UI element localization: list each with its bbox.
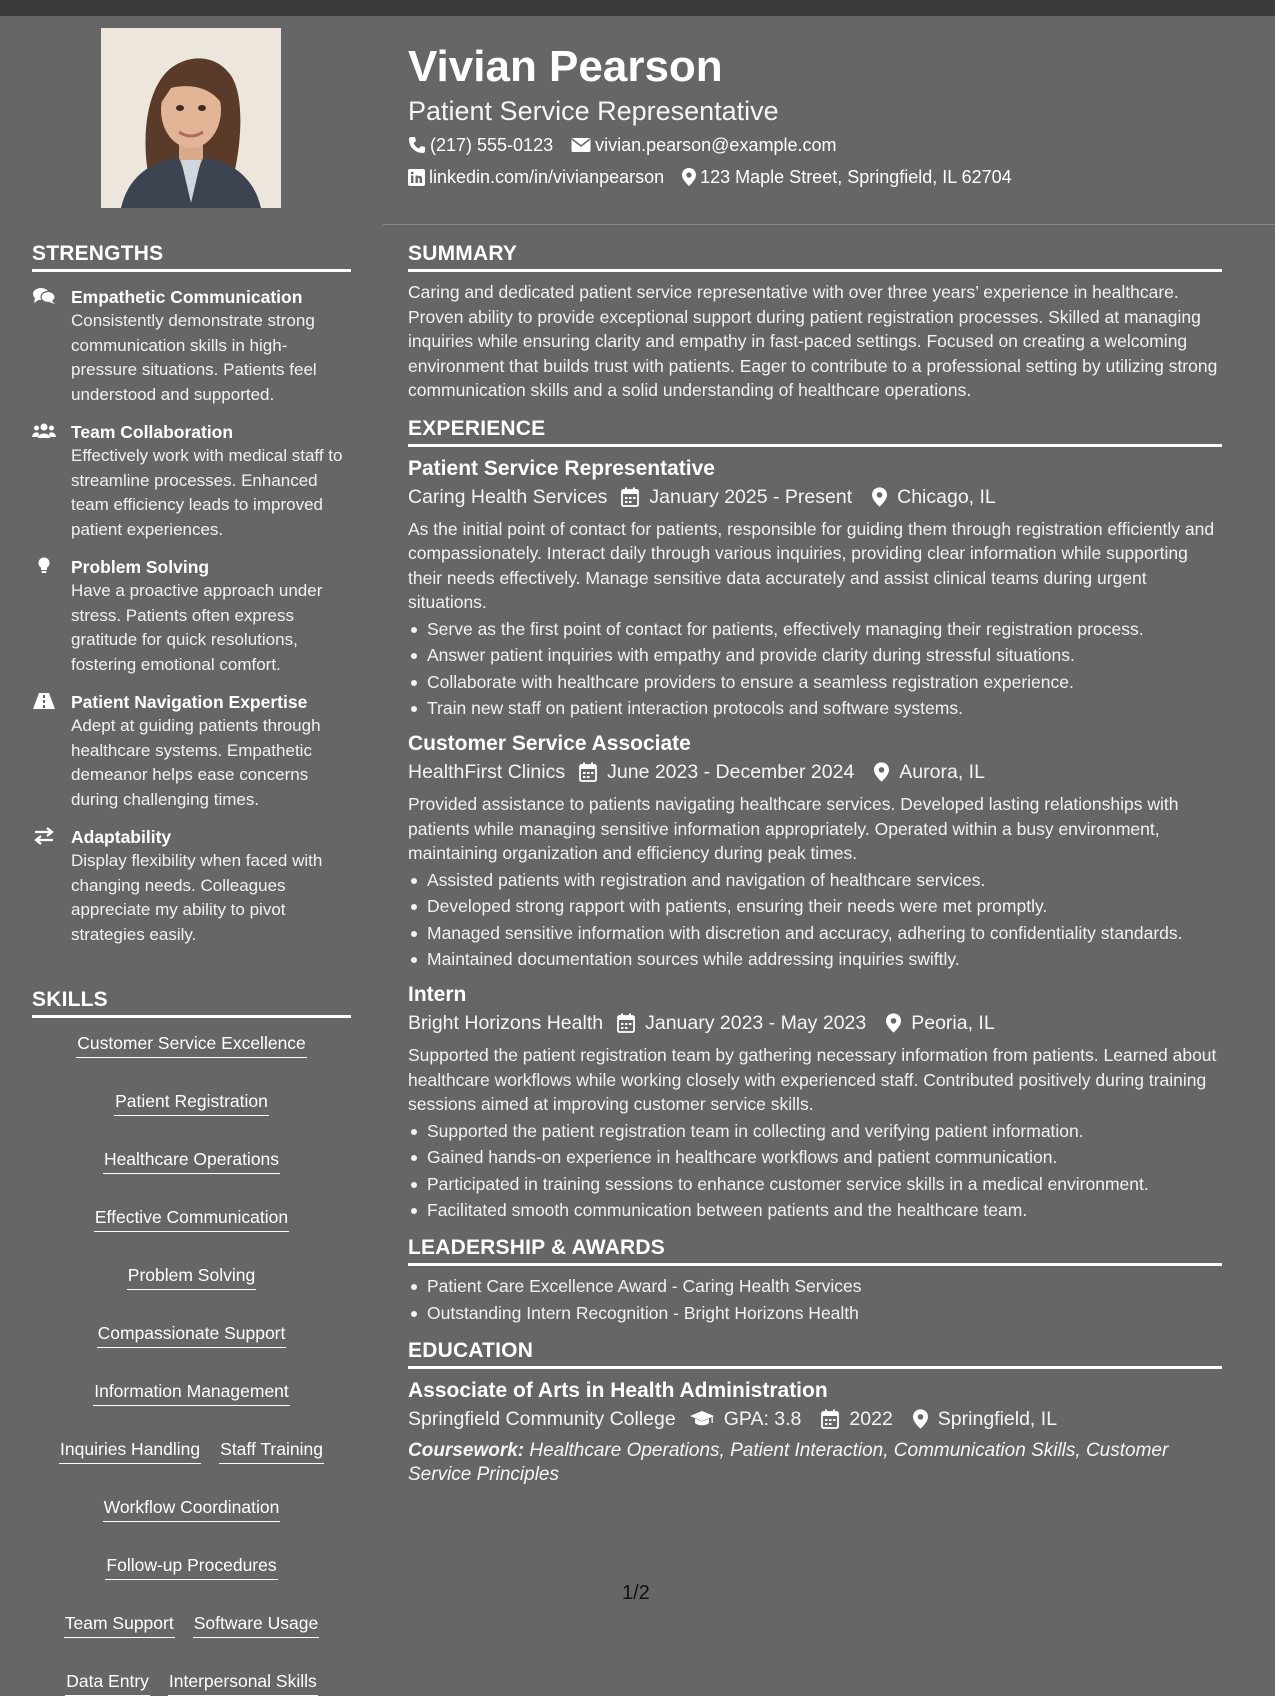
list-item: Managed sensitive information with discretion and accuracy, adhering to confidentiality standards.	[408, 921, 1222, 945]
strength-name: Patient Navigation Expertise	[71, 692, 308, 712]
job-meta	[408, 1009, 1222, 1037]
main-content	[408, 242, 1222, 1502]
strength-item	[32, 420, 351, 542]
skill-tag: Team Support	[64, 1612, 175, 1638]
coursework-list: Healthcare Operations, Patient Interaction, Communication Skills, Customer Service Principles	[408, 1439, 1169, 1485]
strength-name: Team Collaboration	[71, 422, 234, 442]
skill-tag: Inquiries Handling	[59, 1438, 201, 1464]
strength-description: Display flexibility when faced with changing needs. Colleagues appreciate my ability to pivot strategies easily.	[71, 851, 323, 944]
job-location: Chicago, IL	[897, 485, 996, 508]
map-marker-icon	[872, 487, 887, 507]
list-item: Maintained documentation sources while addressing inquiries swiftly.	[408, 947, 1222, 971]
exchange-icon	[32, 827, 56, 845]
skills-heading: SKILLS	[32, 988, 351, 1018]
graduation-year: 2022	[849, 1407, 893, 1430]
comments-icon	[32, 287, 56, 305]
summary-heading: SUMMARY	[408, 242, 1222, 272]
email-link[interactable]: vivian.pearson@example.com	[595, 135, 837, 155]
skills-list	[32, 1032, 351, 1696]
summary-section	[408, 242, 1222, 403]
strength-description: Adept at guiding patients through healthcare systems. Empathetic demeanor helps ease concerns during challenging times.	[71, 716, 321, 809]
gpa-text: GPA: 3.8	[723, 1407, 802, 1430]
strength-item	[32, 555, 351, 677]
calendar-icon	[821, 1409, 839, 1429]
job-bullets	[408, 1119, 1222, 1223]
strength-item	[32, 285, 351, 407]
job-bullets	[408, 868, 1222, 972]
skill-tag: Patient Registration	[114, 1090, 269, 1116]
main-column	[383, 16, 1275, 1650]
viewer-top-bar	[0, 0, 1275, 16]
linkedin-icon	[408, 169, 425, 186]
coursework	[408, 1439, 1222, 1488]
strengths-section	[32, 242, 351, 947]
calendar-icon	[617, 1013, 635, 1033]
skill-tag: Staff Training	[219, 1438, 324, 1464]
job-location: Aurora, IL	[899, 761, 985, 783]
company-name: Bright Horizons Health	[408, 1012, 604, 1034]
map-marker-icon	[874, 762, 889, 782]
coursework-label: Coursework:	[408, 1439, 525, 1461]
company-name: Caring Health Services	[408, 485, 608, 508]
strength-description: Have a proactive approach under stress. Patients often express gratitude for quick resolutions, fostering emotional comfort.	[71, 581, 323, 674]
strength-name: Adaptability	[71, 827, 172, 847]
job-description: As the initial point of contact for patients, responsible for guiding them through registration efficiently and compassionately. Interact daily through various inquiries, providing clear information while supporting their needs effectively. Manage sensitive data accurately and assist clinical teams during urgent situations.	[408, 518, 1215, 612]
skill-tag: Follow-up Procedures	[105, 1554, 277, 1580]
job-dates: January 2025 - Present	[649, 485, 853, 508]
summary-text: Caring and dedicated patient service representative with over three years’ experience in healthcare. Proven ability to provide exceptional support during patient registration processes. Skilled at managing inquiries while ensuring clarity and empathy in fast-paced settings. Focused on creating a welcoming environment that builds trust with patients. Eager to contribute to a professional setting by utilizing strong communication skills and a solid understanding of healthcare operations.	[408, 282, 1218, 400]
list-item: Collaborate with healthcare providers to ensure a seamless registration experience.	[408, 670, 1222, 694]
skill-tag: Compassionate Support	[97, 1322, 287, 1348]
contact-row	[408, 165, 1012, 189]
address-text: 123 Maple Street, Springfield, IL 62704	[700, 167, 1012, 187]
strength-description: Effectively work with medical staff to streamline processes. Enhanced team efficiency leads to improved patient experiences.	[71, 446, 343, 539]
job-dates: January 2023 - May 2023	[645, 1012, 867, 1034]
phone-icon	[408, 136, 426, 154]
profile-photo	[101, 28, 281, 208]
strength-name: Problem Solving	[71, 557, 210, 577]
job-title: Patient Service Representative	[408, 456, 715, 480]
education-heading: EDUCATION	[408, 1339, 1222, 1369]
awards-list	[408, 1274, 1222, 1325]
skill-tag: Data Entry	[65, 1670, 150, 1696]
contact-row	[408, 133, 836, 157]
calendar-icon	[621, 487, 639, 507]
skill-tag: Interpersonal Skills	[168, 1670, 318, 1696]
page-number: 1/2	[622, 1582, 650, 1604]
map-marker-icon	[886, 1013, 901, 1033]
strengths-heading: STRENGTHS	[32, 242, 351, 272]
list-item: Answer patient inquiries with empathy and provide clarity during stressful situations.	[408, 643, 1222, 667]
job-entry	[408, 730, 1222, 971]
leadership-section	[408, 1236, 1222, 1325]
map-marker-icon	[913, 1409, 928, 1429]
skills-section	[32, 988, 351, 1696]
job-meta	[408, 758, 1222, 786]
list-item: Patient Care Excellence Award - Caring Health Services	[408, 1274, 1222, 1298]
job-dates: June 2023 - December 2024	[607, 761, 855, 783]
education-section	[408, 1339, 1222, 1488]
skill-tag: Problem Solving	[127, 1264, 256, 1290]
linkedin-link[interactable]: linkedin.com/in/vivianpearson	[429, 167, 665, 187]
leadership-heading: LEADERSHIP & AWARDS	[408, 1236, 1222, 1266]
strength-name: Empathetic Communication	[71, 287, 303, 307]
header-divider	[383, 224, 1275, 225]
list-item: Participated in training sessions to enhance customer service skills in a medical environment.	[408, 1172, 1222, 1196]
map-marker-icon	[682, 168, 696, 186]
sidebar	[0, 16, 383, 1691]
strength-item	[32, 825, 351, 947]
skill-tag: Effective Communication	[94, 1206, 289, 1232]
strength-item	[32, 690, 351, 812]
school-name: Springfield Community College	[408, 1407, 676, 1430]
envelope-icon	[571, 137, 591, 153]
experience-heading: EXPERIENCE	[408, 417, 1222, 447]
job-entry	[408, 981, 1222, 1222]
job-description: Supported the patient registration team by gathering necessary information from patients. Learned about healthcare workflows while working closely with experienced staff. Contributed positively during training sessions aimed at improving customer service skills.	[408, 1045, 1217, 1114]
list-item: Gained hands-on experience in healthcare workflows and patient communication.	[408, 1145, 1222, 1169]
phone-number[interactable]: (217) 555-0123	[430, 135, 554, 155]
skill-tag: Healthcare Operations	[103, 1148, 280, 1174]
candidate-role: Patient Service Representative	[408, 96, 779, 126]
skill-tag: Software Usage	[193, 1612, 320, 1638]
degree-title: Associate of Arts in Health Administration	[408, 1378, 828, 1402]
job-description: Provided assistance to patients navigating healthcare services. Developed lasting relationships with patients while managing sensitive information appropriately. Operated within a busy environment, maintaining organization and efficiency during peak times.	[408, 794, 1179, 863]
list-item: Train new staff on patient interaction protocols and software systems.	[408, 696, 1222, 720]
experience-section	[408, 417, 1222, 1223]
skill-tag: Workflow Coordination	[103, 1496, 281, 1522]
list-item: Outstanding Intern Recognition - Bright Horizons Health	[408, 1301, 1222, 1325]
users-icon	[32, 422, 56, 440]
education-meta	[408, 1405, 1222, 1433]
job-bullets	[408, 617, 1222, 721]
calendar-icon	[579, 762, 597, 782]
job-meta	[408, 483, 1222, 511]
job-title: Customer Service Associate	[408, 732, 691, 755]
road-icon	[32, 692, 56, 710]
graduation-cap-icon	[690, 1410, 714, 1428]
list-item: Supported the patient registration team in collecting and verifying patient information.	[408, 1119, 1222, 1143]
candidate-name: Vivian Pearson	[408, 42, 723, 91]
lightbulb-icon	[32, 557, 56, 575]
strength-description: Consistently demonstrate strong communication skills in high-pressure situations. Patients feel understood and supported.	[71, 311, 317, 404]
list-item: Developed strong rapport with patients, ensuring their needs were met promptly.	[408, 894, 1222, 918]
job-location: Peoria, IL	[911, 1012, 995, 1034]
list-item: Serve as the first point of contact for patients, effectively managing their registration process.	[408, 617, 1222, 641]
job-entry	[408, 455, 1222, 721]
skill-tag: Information Management	[93, 1380, 290, 1406]
school-location: Springfield, IL	[937, 1407, 1058, 1430]
list-item: Assisted patients with registration and navigation of healthcare services.	[408, 868, 1222, 892]
company-name: HealthFirst Clinics	[408, 761, 566, 783]
resume-page	[0, 16, 1275, 1691]
skill-tag: Customer Service Excellence	[76, 1032, 307, 1058]
job-title: Intern	[408, 983, 467, 1006]
list-item: Facilitated smooth communication between patients and the healthcare team.	[408, 1198, 1222, 1222]
